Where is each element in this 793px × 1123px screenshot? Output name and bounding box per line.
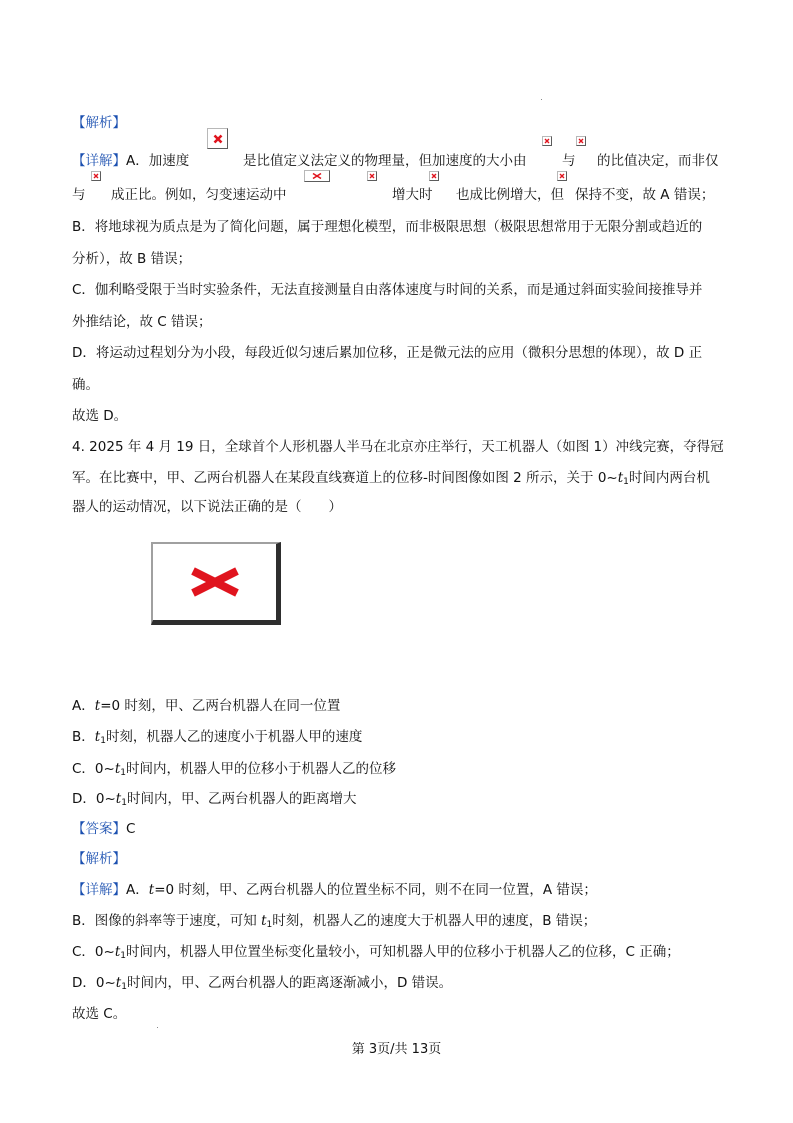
q3-explain-c-line1: C．伽利略受限于当时实验条件，无法直接测量自由落体速度与时间的关系，而是通过斜面实验间接推导并 — [72, 282, 703, 298]
analysis-label: 【解析】 — [72, 115, 126, 131]
broken-image-icon — [576, 136, 586, 146]
text: A． — [126, 882, 149, 898]
answer-label: 【答案】 — [72, 821, 126, 837]
q4-analysis-label: 【解析】 — [72, 851, 126, 867]
detail-label: 【详解】 — [72, 882, 126, 898]
subscript: 1 — [121, 798, 127, 808]
q3-explain-a-line1 — [72, 152, 189, 170]
q3-explain-a-line2e: 保持不变，故 A 错误； — [575, 187, 715, 203]
text: B． — [72, 729, 95, 745]
q4-explain-a — [72, 881, 597, 899]
q3-explain-a-line2d: 也成比例增大，但 — [456, 187, 564, 203]
q3-explain-a-line2a: 与 — [72, 187, 86, 203]
subscript: 1 — [623, 477, 629, 487]
q4-option-a[interactable] — [72, 697, 340, 715]
var-t: t — [115, 791, 122, 807]
var-t: t — [94, 729, 101, 745]
broken-image-icon — [367, 171, 377, 181]
q4-explain-c — [72, 943, 680, 965]
text: A． — [72, 698, 95, 714]
var-t: t — [114, 944, 121, 960]
broken-image-icon — [91, 171, 101, 181]
broken-image-icon — [207, 128, 228, 149]
q4-choice: 故选 C。 — [72, 1006, 127, 1022]
subscript: 1 — [120, 768, 126, 778]
stray-mark — [157, 1027, 158, 1028]
q4-stem-line3: 器人的运动情况，以下说法正确的是（ ） — [72, 499, 342, 515]
var-t: t — [114, 761, 121, 777]
subscript: 1 — [266, 920, 273, 930]
q3-choice: 故选 D。 — [72, 408, 128, 424]
text: B．图像的斜率等于速度，可知 — [72, 913, 257, 929]
subscript: 1 — [120, 951, 126, 961]
q3-explain-d-line2: 确。 — [72, 377, 99, 393]
text: C．0~ — [72, 761, 115, 777]
text: 时间内，甲、乙两台机器人的距离增大 — [126, 791, 357, 807]
broken-image-icon — [304, 170, 330, 182]
text: D．0~ — [72, 975, 116, 991]
broken-image-icon — [151, 542, 281, 625]
q3-explain-d-line1: D．将运动过程划分为小段，每段近似匀速后累加位移，正是微元法的应用（微积分思想的体现），故 D 正 — [72, 345, 703, 361]
q4-option-b[interactable] — [72, 728, 362, 750]
text: 军。在比赛中，甲、乙两台机器人在某段直线赛道上的位移-时间图像如图 2 所示，关于 0~ — [72, 470, 618, 486]
var-t: t — [617, 470, 624, 486]
text: D．0~ — [72, 791, 116, 807]
var-t: t — [94, 698, 101, 714]
detail-label: 【详解】 — [72, 153, 126, 169]
text: C．0~ — [72, 944, 115, 960]
q3-explain-a-line2c: 增大时 — [392, 187, 433, 203]
text: 时间内，甲、乙两台机器人的距离逐渐减小，D 错误。 — [126, 975, 453, 991]
q3-explain-a-line2b: 成正比。例如，匀变速运动中 — [111, 187, 287, 203]
page-footer: 第 3页/共 13页 — [351, 1042, 442, 1057]
text: =0 时刻，甲、乙两台机器人在同一位置 — [100, 698, 341, 714]
var-t: t — [261, 913, 267, 929]
var-t: t — [148, 882, 155, 898]
q4-option-c[interactable] — [72, 760, 396, 782]
broken-image-icon — [542, 136, 552, 146]
text: A．加速度 — [126, 153, 190, 169]
text: 时间内两台机 — [628, 470, 710, 486]
q4-stem-line2 — [72, 469, 710, 491]
answer-value: C — [126, 821, 136, 837]
q4-answer-line — [72, 820, 135, 838]
q4-stem-line1: 4. 2025 年 4 月 19 日，全球首个人形机器人半马在北京亦庄举行，天工机器人（如图 1）冲线完赛，夺得冠 — [72, 439, 724, 455]
text: 时刻，机器人乙的速度小于机器人甲的速度 — [105, 729, 363, 745]
stray-mark — [541, 99, 542, 100]
q4-explain-b — [72, 912, 596, 934]
q3-explain-c-line2: 外推结论，故 C 错误； — [72, 314, 212, 330]
text: 时间内，机器人甲的位移小于机器人乙的位移 — [126, 761, 396, 777]
q3-explain-a-line1c: 与 — [562, 153, 576, 169]
var-t: t — [115, 975, 122, 991]
broken-image-icon — [557, 171, 567, 181]
q3-explain-a-line1d: 的比值决定，而非仅 — [597, 153, 719, 169]
q3-explain-b-line1: B．将地球视为质点是为了简化问题，属于理想化模型，而非极限思想（极限思想常用于无限分割或趋近的 — [72, 219, 703, 235]
subscript: 1 — [100, 736, 106, 746]
subscript: 1 — [121, 982, 127, 992]
q4-explain-d — [72, 974, 452, 996]
q4-option-d[interactable] — [72, 790, 356, 812]
broken-image-icon — [429, 171, 439, 181]
text: 时间内，机器人甲位置坐标变化量较小，可知机器人甲的位移小于机器人乙的位移，C 正确； — [126, 944, 680, 960]
q3-explain-b-line2: 分析），故 B 错误； — [72, 251, 192, 267]
text: 时刻，机器人乙的速度大于机器人甲的速度，B 错误； — [272, 913, 597, 929]
q3-explain-a-line1b: 是比值定义法定义的物理量，但加速度的大小由 — [243, 153, 527, 169]
text: =0 时刻，甲、乙两台机器人的位置坐标不同，则不在同一位置，A 错误； — [154, 882, 597, 898]
